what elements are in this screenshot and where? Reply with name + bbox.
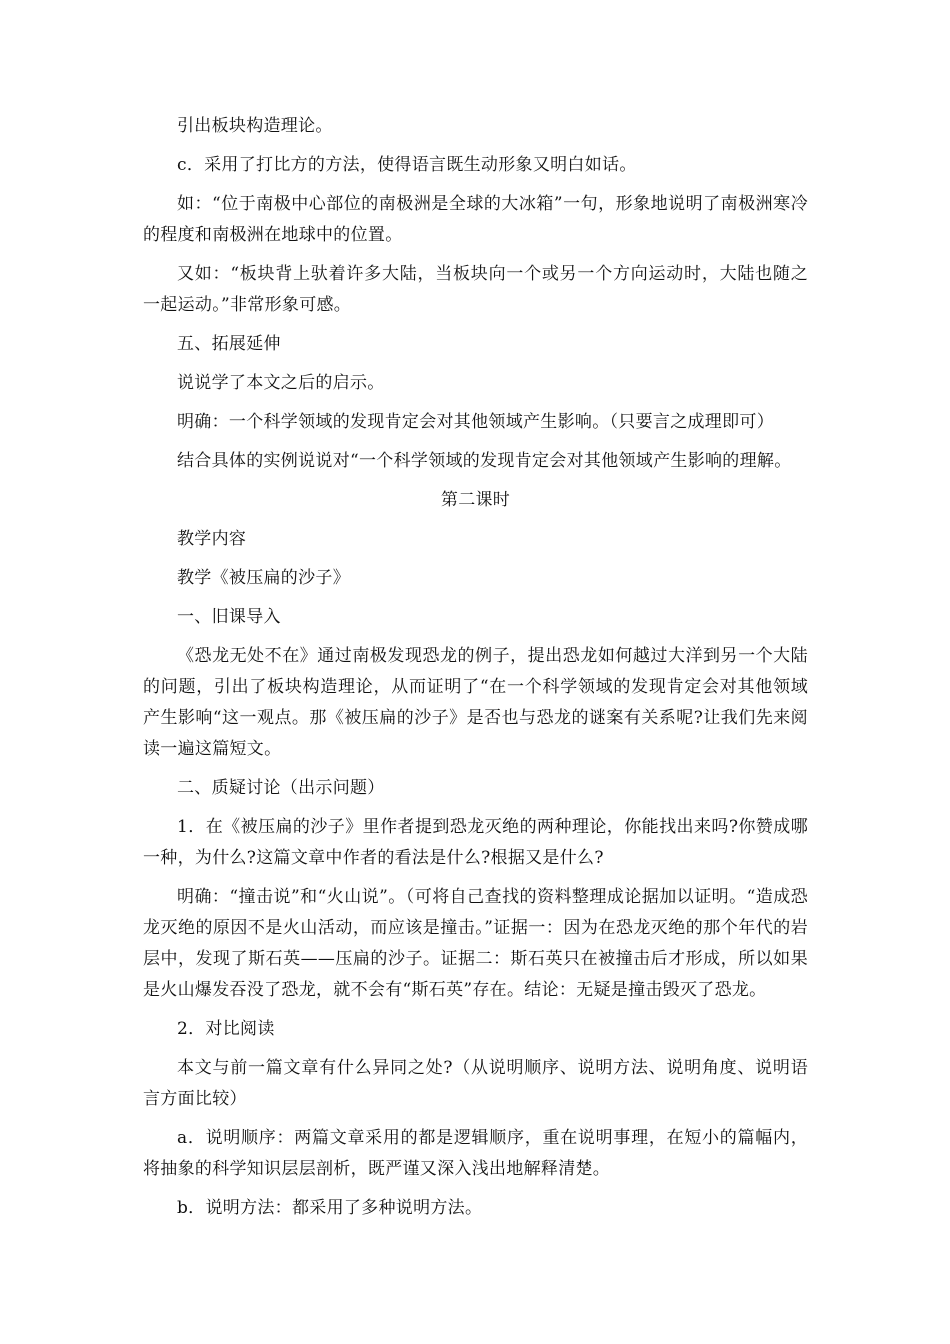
paragraph: 《恐龙无处不在》通过南极发现恐龙的例子，提出恐龙如何越过大洋到另一个大陆的问题，引出了板块构造理论，从而证明了“在一个科学领域的发现肯定会对其他领域产生影响“这一观点。那《被压扁的沙子》是否也与恐龙的谜案有关系呢?让我们先来阅读一遍这篇短文。 — [143, 646, 808, 759]
paragraph: 一、旧课导入 — [177, 607, 281, 627]
paragraph: 又如：“板块背上驮着许多大陆，当板块向一个或另一个方向运动时，大陆也随之一起运动。”非常形象可感。 — [143, 264, 808, 315]
paragraph: 明确：“撞击说”和“火山说”。（可将自己查找的资料整理成论据加以证明。“造成恐龙灭绝的原因不是火山活动，而应该是撞击。”证据一：因为在恐龙灭绝的那个年代的岩层中，发现了斯石英——压扁的沙子。证据二：斯石英只在被撞击后才形成，所以如果是火山爆发吞没了恐龙，就不会有“斯石英”存在。结论：无疑是撞击毁灭了恐龙。 — [143, 887, 808, 1000]
paragraph: 结合具体的实例说说对“一个科学领域的发现肯定会对其他领域产生影响的理解。 — [177, 451, 792, 471]
paragraph: 二、质疑讨论（出示问题） — [177, 778, 385, 798]
paragraph: 如：“位于南极中心部位的南极洲是全球的大冰箱”一句，形象地说明了南极洲寒冷的程度和南极洲在地球中的位置。 — [143, 194, 808, 245]
paragraph: c．采用了打比方的方法，使得语言既生动形象又明白如话。 — [177, 155, 637, 175]
paragraph: 说说学了本文之后的启示。 — [177, 373, 385, 393]
paragraph: 引出板块构造理论。 — [177, 116, 333, 136]
paragraph: 明确：一个科学领域的发现肯定会对其他领域产生影响。（只要言之成理即可） — [177, 412, 774, 432]
paragraph: 1．在《被压扁的沙子》里作者提到恐龙灭绝的两种理论，你能找出来吗?你赞成哪一种，为什么?这篇文章中作者的看法是什么?根据又是什么? — [143, 817, 808, 868]
paragraph: 教学《被压扁的沙子》 — [177, 568, 350, 588]
document-body — [143, 111, 808, 1232]
paragraph: 教学内容 — [177, 529, 247, 549]
paragraph: 2．对比阅读 — [177, 1019, 275, 1039]
paragraph: b．说明方法：都采用了多种说明方法。 — [177, 1198, 483, 1218]
section-heading: 第二课时 — [440, 490, 511, 510]
paragraph: a．说明顺序：两篇文章采用的都是逻辑顺序，重在说明事理，在短小的篇幅内，将抽象的科学知识层层剖析，既严谨又深入浅出地解释清楚。 — [143, 1128, 808, 1179]
paragraph: 五、拓展延伸 — [177, 334, 281, 354]
paragraph: 本文与前一篇文章有什么异同之处?（从说明顺序、说明方法、说明角度、说明语言方面比较） — [143, 1058, 808, 1109]
